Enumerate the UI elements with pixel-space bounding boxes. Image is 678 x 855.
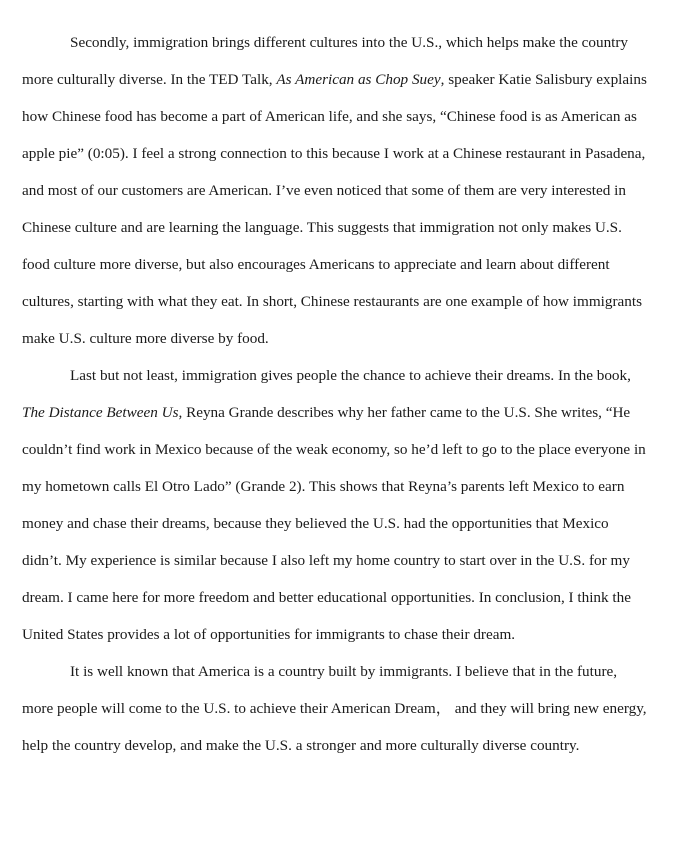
paragraph-immigration-cultures xyxy=(22,24,652,357)
p1-text-1: Secondly, immigration brings different cultures into the U.S., which helps make the country more culturally diverse. In the TED Talk, xyxy=(22,34,629,88)
book-title: The Distance Between Us xyxy=(22,404,179,421)
p1-text-2: , speaker Katie Salisbury explains how Chinese food has become a part of American life, and she says, “Chinese food is as American as apple pie” (0:05). I feel a strong connection to this because I work at a Chinese restaurant in Pasadena, and most of our customers are American. I’ve even noticed that some of them are very interested in Chinese culture and are learning the language. This suggests that immigration not only makes U.S. food culture more diverse, but also encourages Americans to appreciate and learn about different cultures, starting with what they eat. In short, Chinese restaurants are one example of how immigrants make U.S. culture more diverse by food. xyxy=(22,71,647,347)
p2-text-2: , Reyna Grande describes why her father came to the U.S. She writes, “He couldn’t find work in Mexico because of the weak economy, so he’d left to go to the place everyone in my hometown calls El Otro Lado” (Grande 2). This shows that Reyna’s parents left Mexico to earn money and chase their dreams, because they believed the U.S. had the opportunities that Mexico didn’t. My experience is similar because I also left my home country to start over in the U.S. for my dream. I came here for more freedom and better educational opportunities. In conclusion, I think the United States provides a lot of opportunities for immigrants to chase their dream. xyxy=(22,404,646,643)
p2-text-1: Last but not least, immigration gives people the chance to achieve their dreams. In the book, xyxy=(70,367,631,384)
p3-text-1: It is well known that America is a country built by immigrants. I believe that in the future, more people will come to the U.S. to achieve their American Dream， and they will bring new energy, help the country develop, and make the U.S. a stronger and more culturally diverse country. xyxy=(22,663,647,754)
paragraph-conclusion xyxy=(22,653,652,764)
ted-talk-title: As American as Chop Suey xyxy=(276,71,441,88)
paragraph-achieve-dreams xyxy=(22,357,652,653)
document-page xyxy=(22,24,652,764)
